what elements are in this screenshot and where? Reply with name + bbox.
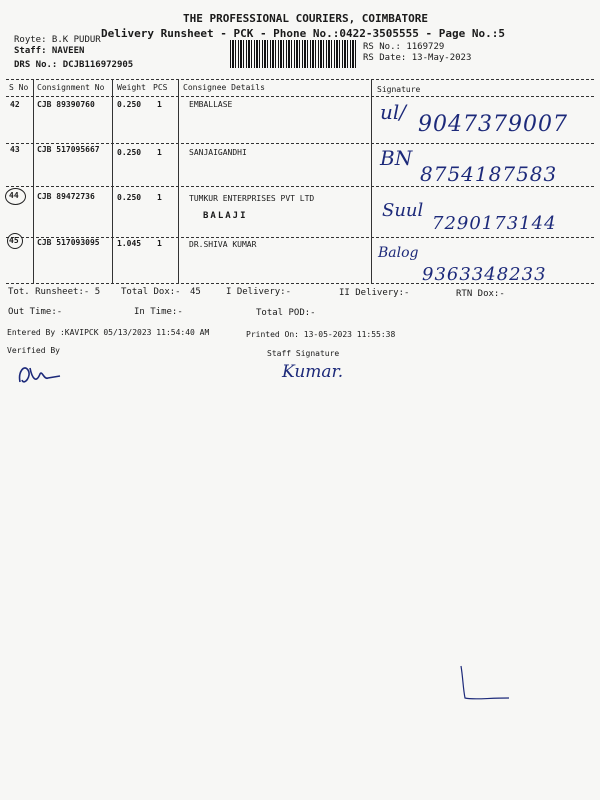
rtn-dox: RTN Dox:- <box>456 289 505 299</box>
row-sign-phone: 7290173144 <box>432 213 557 234</box>
rs-date: RS Date: 13-May-2023 <box>363 53 472 63</box>
verified-by-signature <box>14 360 64 390</box>
row-sign-phone: 9363348233 <box>422 264 547 285</box>
row-weight: 1.045 <box>117 239 142 248</box>
staff-label: Staff: NAVEEN <box>14 46 85 56</box>
row-pcs: 1 <box>157 100 162 109</box>
table-header-rule <box>6 96 594 97</box>
col-header-signature: Signature <box>377 85 421 94</box>
col-divider <box>112 79 113 283</box>
row-divider <box>6 186 594 187</box>
pen-mark <box>455 664 515 706</box>
row-consignee: EMBALLASE <box>189 100 233 109</box>
total-dox-label: Total Dox:- <box>121 287 181 297</box>
row-sign-phone: 9047379007 <box>418 112 568 137</box>
rs-number: RS No.: 1169729 <box>363 42 445 52</box>
row-weight: 0.250 <box>117 193 142 202</box>
out-time: Out Time:- <box>8 307 63 317</box>
col-header-consignee: Consignee Details <box>183 83 265 92</box>
printed-on: Printed On: 13-05-2023 11:55:38 <box>246 330 396 339</box>
table-top-rule <box>6 79 594 80</box>
col-divider <box>33 79 34 283</box>
row-sign-initial: BN <box>380 146 413 170</box>
company-title: THE PROFESSIONAL COURIERS, COIMBATORE <box>183 12 429 25</box>
row-weight: 0.250 <box>117 148 142 157</box>
row-pcs: 1 <box>157 239 162 248</box>
row-consignee: TUMKUR ENTERPRISES PVT LTD <box>189 194 315 203</box>
row-sno: 45 <box>9 236 19 245</box>
row-consignee-contact: BALAJI <box>203 211 248 221</box>
total-pod: Total POD:- <box>256 308 316 318</box>
total-dox-value: 45 <box>190 287 201 297</box>
route-label: Royte: B.K PUDUR <box>14 35 101 45</box>
drs-number: DRS No.: DCJB116972905 <box>14 60 134 70</box>
row-weight: 0.250 <box>117 100 142 109</box>
row-sno: 42 <box>10 100 20 109</box>
verified-by-label: Verified By <box>7 346 60 355</box>
ii-delivery: II Delivery:- <box>339 288 410 298</box>
row-sign-initial: ul/ <box>380 100 407 124</box>
staff-signature-label: Staff Signature <box>267 349 340 358</box>
row-pcs: 1 <box>157 193 162 202</box>
row-sno: 43 <box>10 145 20 154</box>
row-consignment: CJB 89472736 <box>37 192 95 201</box>
row-pcs: 1 <box>157 148 162 157</box>
row-consignment: CJB 517095667 <box>37 145 100 154</box>
row-consignee: SANJAIGANDHI <box>189 148 247 157</box>
staff-signature-mark: Kumar. <box>282 362 344 382</box>
row-consignment: CJB 517093095 <box>37 238 100 247</box>
col-divider <box>371 79 372 283</box>
col-header-consignment: Consignment No <box>37 83 105 92</box>
row-sign-initial: Suul <box>382 200 424 221</box>
row-sign-phone: 8754187583 <box>420 162 558 186</box>
col-header-sno: S No <box>9 83 29 92</box>
in-time: In Time:- <box>134 307 183 317</box>
total-runsheet: Tot. Runsheet:- 5 <box>8 287 101 297</box>
col-header-weight: Weight <box>117 83 146 92</box>
row-sign-initial: Balog <box>378 245 419 261</box>
row-divider <box>6 143 594 144</box>
runsheet-subtitle: Delivery Runsheet - PCK - Phone No.:0422-3505555 - Page No.:5 <box>101 27 505 40</box>
row-consignee: DR.SHIVA KUMAR <box>189 240 257 249</box>
col-header-pcs: PCS <box>153 83 168 92</box>
barcode-image <box>230 40 356 68</box>
col-divider <box>178 79 179 283</box>
row-consignment: CJB 89390760 <box>37 100 95 109</box>
row-sno: 44 <box>9 191 19 200</box>
i-delivery: I Delivery:- <box>226 287 292 297</box>
entered-by: Entered By :KAVIPCK 05/13/2023 11:54:40 AM <box>7 328 210 337</box>
